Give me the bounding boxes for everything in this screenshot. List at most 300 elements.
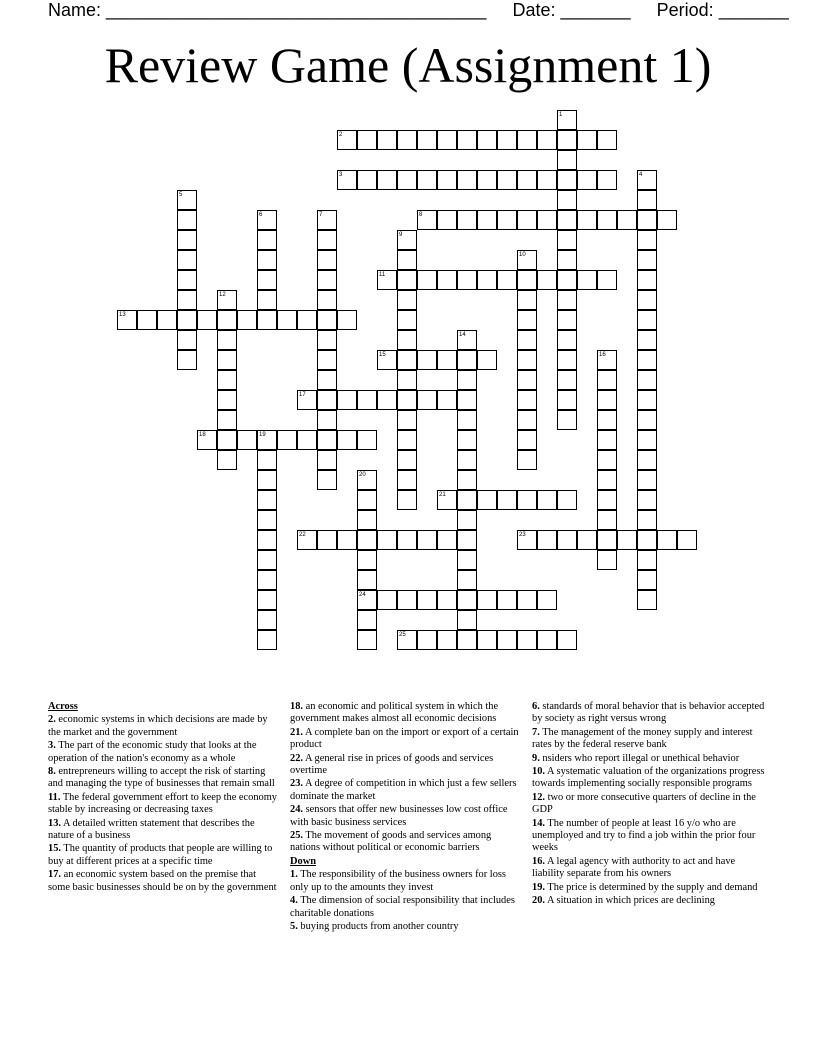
crossword-cell[interactable] [397,290,417,310]
crossword-cell[interactable] [497,130,517,150]
crossword-cell[interactable] [437,270,457,290]
date-label: Date: [512,0,556,20]
crossword-cell[interactable] [417,270,437,290]
crossword-cell[interactable] [537,170,557,190]
crossword-cell[interactable] [637,510,657,530]
down-clue-list [290,869,520,933]
crossword-cell[interactable] [397,350,417,370]
clue-num: 1. [290,869,298,881]
crossword-cell[interactable] [397,310,417,330]
crossword-cell[interactable] [197,310,217,330]
crossword-cell[interactable] [357,550,377,570]
crossword-cell[interactable] [437,590,457,610]
down-clue [290,921,520,933]
crossword-cell[interactable] [557,330,577,350]
crossword-cell[interactable] [637,550,657,570]
crossword-cell[interactable] [217,450,237,470]
crossword-cell[interactable] [517,430,537,450]
down-clue [290,895,520,920]
crossword-cell[interactable] [637,530,657,550]
crossword-cell[interactable] [557,130,577,150]
clue-number: 25 [399,632,406,638]
crossword-cell[interactable] [357,130,377,150]
clue-num: 23. [290,778,303,790]
clue-num: 5. [290,920,298,932]
clue-num: 22. [290,752,303,764]
clue-num: 16. [532,855,545,867]
clue-text: The number of people at least 16 y/o who are unemployed and try to find a job within the prior four weeks [532,817,756,854]
crossword-cell[interactable] [397,250,417,270]
crossword-cell[interactable] [517,370,537,390]
crossword-cell[interactable] [637,590,657,610]
across-clue [290,727,520,752]
crossword-cell[interactable] [177,210,197,230]
crossword-cell[interactable] [397,330,417,350]
crossword-cell[interactable] [237,310,257,330]
crossword-cell[interactable] [637,290,657,310]
crossword-cell[interactable] [517,450,537,470]
crossword-cell[interactable] [557,530,577,550]
crossword-cell[interactable] [517,270,537,290]
crossword-cell[interactable] [177,350,197,370]
crossword-cell[interactable] [257,590,277,610]
clue-number: 9 [399,232,403,238]
page-title: Review Game (Assignment 1) [104,37,712,93]
crossword-cell[interactable] [557,270,577,290]
crossword-cell[interactable] [457,130,477,150]
crossword-cell[interactable] [457,410,477,430]
crossword-cell[interactable] [217,330,237,350]
crossword-cell[interactable] [457,350,477,370]
crossword-cell[interactable] [457,570,477,590]
crossword-cell[interactable] [317,430,337,450]
crossword-cell[interactable] [457,490,477,510]
crossword-cell[interactable] [317,350,337,370]
crossword-cell[interactable] [177,270,197,290]
crossword-cell[interactable] [317,390,337,410]
crossword-cell[interactable] [297,310,317,330]
crossword-cell[interactable] [317,330,337,350]
crossword-cell[interactable] [357,610,377,630]
crossword-cell[interactable] [457,590,477,610]
crossword-cell[interactable] [557,310,577,330]
crossword-cell[interactable] [637,470,657,490]
crossword-cell[interactable] [377,130,397,150]
name-label: Name: [48,0,102,20]
down-clue [532,818,770,855]
crossword-cell[interactable] [637,270,657,290]
crossword-cell[interactable] [257,610,277,630]
crossword-cell[interactable] [537,590,557,610]
crossword-cell[interactable] [257,250,277,270]
crossword-cell[interactable] [537,130,557,150]
crossword-cell[interactable] [457,450,477,470]
crossword-cell[interactable] [617,210,637,230]
crossword-cell[interactable] [537,490,557,510]
clue-num: 13. [48,817,61,829]
clue-text: entrepreneurs willing to accept the risk of starting and managing the type of businesses that remain small [48,766,275,790]
crossword-cell[interactable] [357,530,377,550]
crossword-cell[interactable] [457,390,477,410]
crossword-cell[interactable] [357,170,377,190]
clue-num: 19. [532,881,545,893]
crossword-cell[interactable] [457,170,477,190]
crossword-cell[interactable] [577,210,597,230]
clue-text: A complete ban on the import or export of a certain product [290,726,519,751]
crossword-cell[interactable] [497,210,517,230]
crossword-cell[interactable] [497,590,517,610]
down-clue-list-continued [532,701,770,908]
crossword-cell[interactable] [537,270,557,290]
crossword-cell[interactable] [477,630,497,650]
clue-num: 15. [48,843,61,855]
crossword-cell[interactable] [617,530,637,550]
crossword-cell[interactable] [397,390,417,410]
clue-text: The price is determined by the supply and demand [545,881,758,893]
crossword-cell[interactable] [357,390,377,410]
name-blank[interactable]: ______________________________________ [106,0,487,20]
clue-num: 25. [290,830,303,842]
crossword-cell[interactable] [397,530,417,550]
clue-num: 2. [48,714,56,726]
crossword-cell[interactable] [597,510,617,530]
crossword-cell[interactable] [397,270,417,290]
clue-text: A situation in which prices are declining [545,895,715,907]
crossword-cell[interactable] [257,490,277,510]
crossword-cell[interactable] [557,230,577,250]
clue-number: 24 [359,592,366,598]
crossword-cell[interactable] [557,370,577,390]
crossword-cell[interactable] [597,210,617,230]
crossword-cell[interactable] [317,270,337,290]
down-clue [532,727,770,752]
crossword-cell[interactable] [457,530,477,550]
crossword-cell[interactable] [597,130,617,150]
clue-number: 2 [339,132,343,138]
crossword-cell[interactable] [357,430,377,450]
crossword-cell[interactable] [317,470,337,490]
crossword-cell[interactable] [457,630,477,650]
crossword-cell[interactable] [417,350,437,370]
crossword-cell[interactable] [597,270,617,290]
crossword-cell[interactable] [437,390,457,410]
crossword-cell[interactable] [557,250,577,270]
crossword-cell[interactable] [217,350,237,370]
crossword-cell[interactable] [537,630,557,650]
across-clue [290,753,520,778]
period-label: Period: [656,0,714,20]
crossword-cell[interactable] [437,530,457,550]
crossword-cell[interactable] [437,170,457,190]
crossword-cell[interactable] [417,590,437,610]
crossword-cell[interactable] [677,530,697,550]
crossword-cell[interactable] [517,490,537,510]
crossword-cell[interactable] [177,330,197,350]
crossword-cell[interactable] [357,570,377,590]
crossword-cell[interactable] [597,490,617,510]
crossword-cell[interactable] [257,230,277,250]
crossword-cell[interactable] [597,410,617,430]
crossword-cell[interactable] [477,350,497,370]
period-blank[interactable]: _______ [718,0,789,20]
crossword-cell[interactable] [517,210,537,230]
down-clue [290,869,520,894]
date-blank[interactable]: _______ [560,0,631,20]
crossword-cell[interactable] [517,170,537,190]
crossword-cell[interactable] [257,510,277,530]
clue-num: 14. [532,817,545,829]
clue-text: an economic system based on the premise that some basic businesses should be on by the government [48,869,277,893]
clue-text: A legal agency with authority to act and have liability separate from his owners [532,855,736,880]
crossword-cell[interactable] [397,450,417,470]
crossword-cell[interactable] [477,270,497,290]
crossword-cell[interactable] [657,210,677,230]
crossword-cell[interactable] [437,630,457,650]
clue-text: A general rise in prices of goods and services overtime [290,752,494,777]
crossword-cell[interactable] [577,170,597,190]
clue-text: A systematic valuation of the organizations progress towards implementing socially responsible programs [532,766,765,790]
crossword-cell[interactable] [577,130,597,150]
crossword-cell[interactable] [277,310,297,330]
crossword-cell[interactable] [517,350,537,370]
crossword-cell[interactable] [517,310,537,330]
crossword-cell[interactable] [477,210,497,230]
crossword-cell[interactable] [577,270,597,290]
across-clue [48,843,280,868]
crossword-cell[interactable] [517,590,537,610]
crossword-cell[interactable] [637,370,657,390]
clue-num: 18. [290,701,303,712]
crossword-cell[interactable] [217,430,237,450]
crossword-cell[interactable] [257,290,277,310]
crossword-cell[interactable] [637,450,657,470]
crossword-cell[interactable] [597,430,617,450]
crossword-cell[interactable] [137,310,157,330]
crossword-cell[interactable] [637,330,657,350]
crossword-cell[interactable] [357,510,377,530]
crossword-cell[interactable] [437,350,457,370]
down-clue [532,856,770,881]
clue-number: 19 [259,432,266,438]
crossword-cell[interactable] [637,570,657,590]
crossword-cell[interactable] [257,530,277,550]
across-heading: Across [48,701,78,712]
crossword-cell[interactable] [157,310,177,330]
crossword-cell[interactable] [317,370,337,390]
clue-text: The responsibility of the business owners for loss only up to the amounts they invest [290,869,506,893]
crossword-cell[interactable] [457,550,477,570]
clue-number: 1 [559,112,563,118]
crossword-cell[interactable] [457,270,477,290]
crossword-cell[interactable] [177,250,197,270]
crossword-cell[interactable] [337,530,357,550]
crossword-cell[interactable] [357,630,377,650]
crossword-cell[interactable] [397,410,417,430]
crossword-cell[interactable] [457,510,477,530]
crossword-cell[interactable] [597,170,617,190]
crossword-cell[interactable] [637,430,657,450]
crossword-cell[interactable] [317,230,337,250]
crossword-cell[interactable] [257,270,277,290]
crossword-cell[interactable] [417,130,437,150]
crossword-cell[interactable] [397,170,417,190]
clue-num: 4. [290,895,298,907]
crossword-cell[interactable] [417,390,437,410]
clue-text: The movement of goods and services among nations without political or economic barriers [290,830,492,854]
crossword-cell[interactable] [637,490,657,510]
crossword-cell[interactable] [557,350,577,370]
crossword-cell[interactable] [557,410,577,430]
clue-number: 20 [359,472,366,478]
crossword-cell[interactable] [437,130,457,150]
clue-text: A detailed written statement that describes the nature of a business [48,817,255,842]
crossword-cell[interactable] [497,630,517,650]
crossword-cell[interactable] [637,210,657,230]
crossword-cell[interactable] [457,470,477,490]
crossword-cell[interactable] [177,290,197,310]
crossword-cell[interactable] [557,170,577,190]
crossword-cell[interactable] [517,290,537,310]
crossword-cell[interactable] [577,530,597,550]
crossword-cell[interactable] [637,250,657,270]
crossword-cell[interactable] [557,390,577,410]
crossword-cell[interactable] [337,390,357,410]
crossword-cell[interactable] [257,450,277,470]
crossword-cell[interactable] [317,310,337,330]
crossword-cell[interactable] [457,210,477,230]
crossword-cell[interactable] [317,290,337,310]
crossword-cell[interactable] [217,370,237,390]
crossword-cell[interactable] [217,410,237,430]
crossword-cell[interactable] [237,430,257,450]
crossword-cell[interactable] [597,470,617,490]
crossword-cell[interactable] [257,630,277,650]
clue-number: 7 [319,212,323,218]
crossword-cell[interactable] [637,190,657,210]
crossword-cell[interactable] [397,470,417,490]
crossword-cell[interactable] [637,350,657,370]
crossword-cell[interactable] [397,490,417,510]
crossword-cell[interactable] [397,590,417,610]
crossword-cell[interactable] [217,390,237,410]
crossword-cell[interactable] [357,490,377,510]
down-clue [532,882,770,894]
crossword-cell[interactable] [517,330,537,350]
crossword-cell[interactable] [497,170,517,190]
clue-text: buying products from another country [297,920,459,932]
crossword-cell[interactable] [477,590,497,610]
crossword-cell[interactable] [257,310,277,330]
crossword-cell[interactable] [557,630,577,650]
crossword-cell[interactable] [317,450,337,470]
across-clue [48,792,280,817]
crossword-cell[interactable] [397,430,417,450]
clue-num: 7. [532,726,540,738]
crossword-cell[interactable] [377,530,397,550]
clue-num: 21. [290,726,303,738]
crossword-cell[interactable] [177,230,197,250]
crossword-cell[interactable] [557,190,577,210]
crossword-cell[interactable] [557,490,577,510]
clue-num: 12. [532,791,545,803]
across-clue-list [48,714,280,894]
clue-number: 12 [219,292,226,298]
crossword-cell[interactable] [257,550,277,570]
crossword-cell[interactable] [657,530,677,550]
clue-text: A degree of competition in which just a few sellers dominate the market [290,778,517,802]
crossword-cell[interactable] [477,170,497,190]
crossword-cell[interactable] [377,390,397,410]
clue-number: 21 [439,492,446,498]
crossword-cell[interactable] [457,430,477,450]
crossword-cell[interactable] [597,390,617,410]
crossword-cell[interactable] [257,470,277,490]
crossword-cell[interactable] [337,430,357,450]
crossword-cell[interactable] [637,390,657,410]
clue-text: sensors that offer new businesses low cost office with basic business services [290,804,508,828]
clue-num: 10. [532,766,545,778]
crossword-cell[interactable] [177,310,197,330]
crossword-cell[interactable] [517,130,537,150]
crossword-cell[interactable] [557,150,577,170]
crossword-cell[interactable] [417,170,437,190]
crossword-cell[interactable] [557,290,577,310]
crossword-cell[interactable] [637,230,657,250]
crossword-cell[interactable] [537,530,557,550]
crossword-cell[interactable] [437,210,457,230]
crossword-cell[interactable] [317,410,337,430]
crossword-cell[interactable] [497,270,517,290]
crossword-cell[interactable] [317,250,337,270]
crossword-cell[interactable] [397,130,417,150]
clue-num: 9. [532,752,540,764]
crossword-cell[interactable] [417,630,437,650]
crossword-cell[interactable] [217,310,237,330]
crossword-cell[interactable] [297,430,317,450]
crossword-cell[interactable] [517,410,537,430]
crossword-cell[interactable] [497,490,517,510]
crossword-cell[interactable] [257,570,277,590]
clue-num: 8. [48,766,56,778]
crossword-cell[interactable] [597,370,617,390]
crossword-cell[interactable] [517,390,537,410]
clue-number: 13 [119,312,126,318]
crossword-cell[interactable] [417,530,437,550]
crossword-cell[interactable] [637,310,657,330]
clue-text: standards of moral behavior that is behavior accepted by society as right versus wrong [532,701,765,725]
crossword-cell[interactable] [637,410,657,430]
crossword-cell[interactable] [537,210,557,230]
crossword-cell[interactable] [597,450,617,470]
clue-text: nsiders who report illegal or unethical behavior [539,752,740,764]
crossword-cell[interactable] [597,530,617,550]
clue-num: 17. [48,869,61,881]
crossword-cell[interactable] [597,550,617,570]
crossword-cell[interactable] [457,610,477,630]
crossword-cell[interactable] [317,530,337,550]
crossword-cell[interactable] [377,170,397,190]
crossword-cell[interactable] [477,490,497,510]
clue-text: The dimension of social responsibility that includes charitable donations [290,895,515,919]
crossword-cell[interactable] [557,210,577,230]
crossword-cell[interactable] [517,630,537,650]
crossword-cell[interactable] [397,370,417,390]
crossword-cell[interactable] [277,430,297,450]
crossword-cell[interactable] [477,130,497,150]
crossword-cell[interactable] [377,590,397,610]
crossword-cell[interactable] [457,370,477,390]
crossword-cell[interactable] [337,310,357,330]
